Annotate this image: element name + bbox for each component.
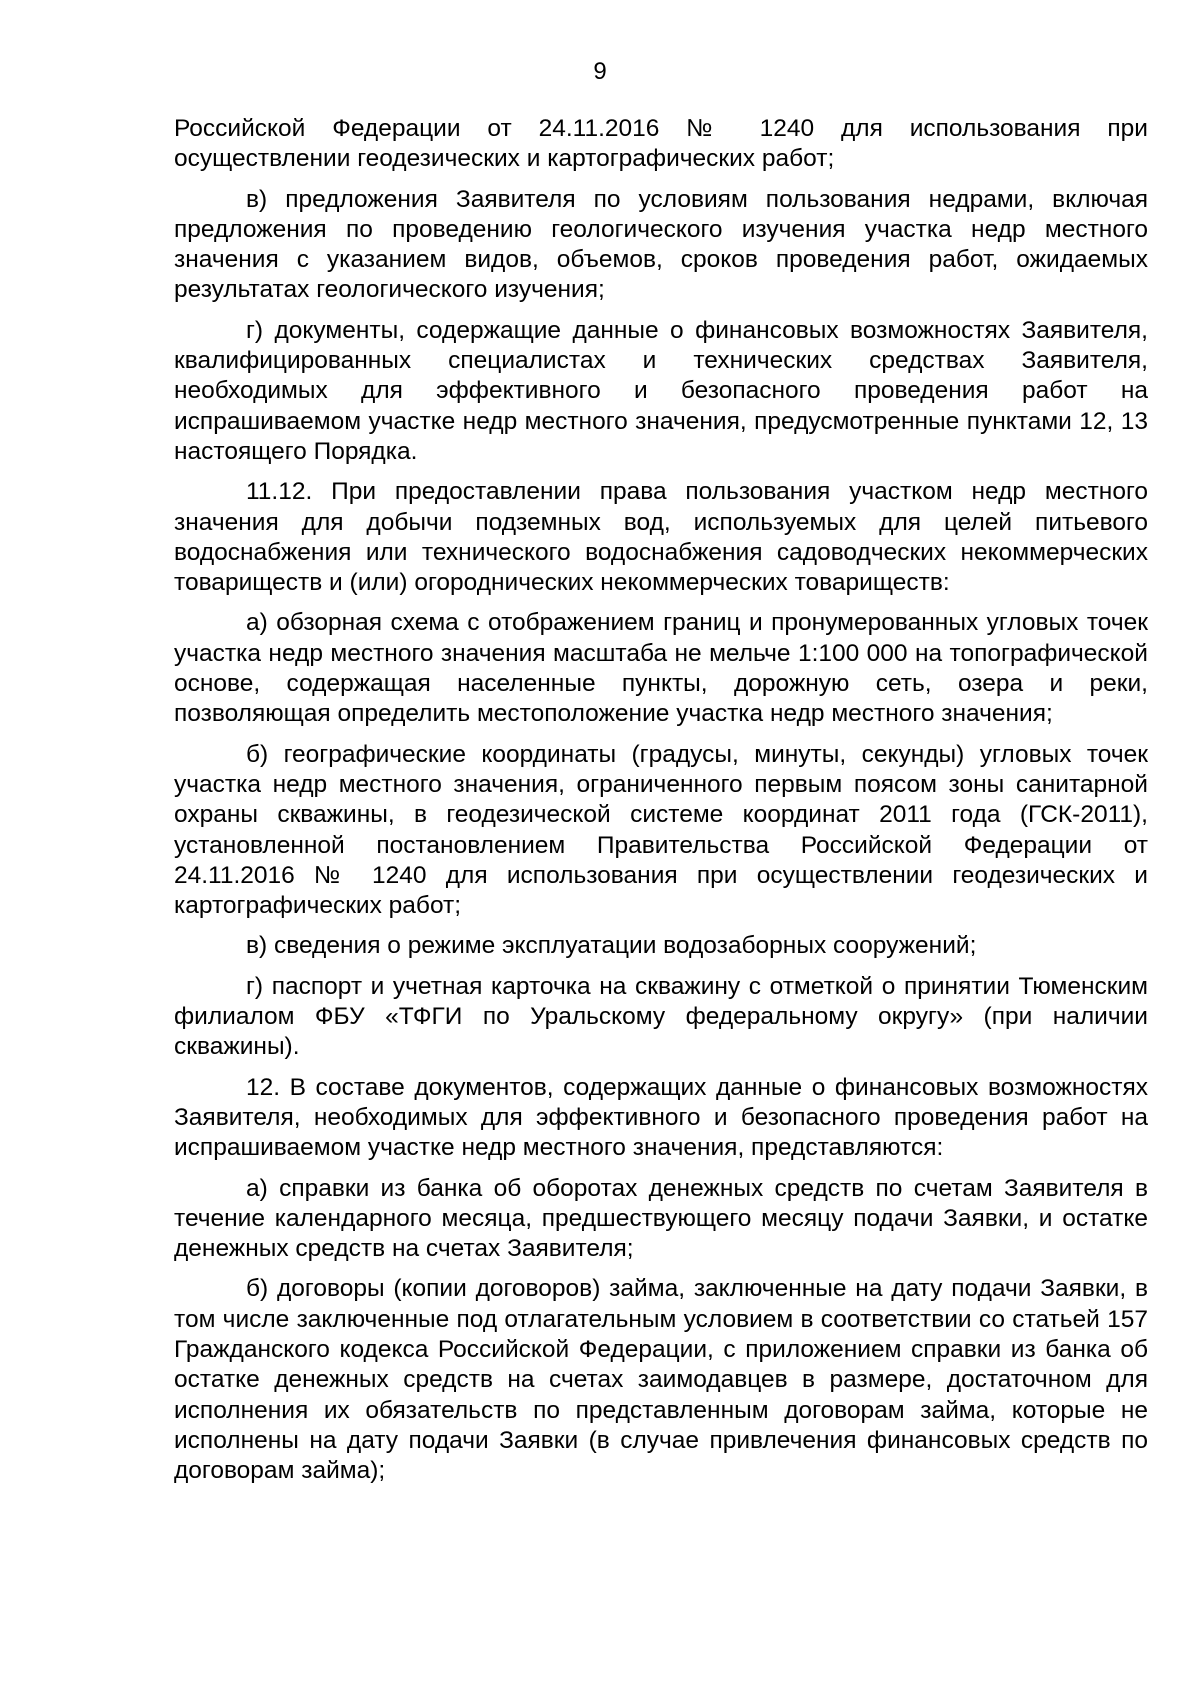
paragraph-item-a-scheme: а) обзорная схема с отображением границ и пронумерованных угловых точек участка недр местного значения масштаба не мельче 1:100 000 на топографической основе, содержащая населенные пункты, дорожную сеть, озера и реки, позволяющая определить местоположение участка недр местного значения;	[174, 609, 1148, 728]
paragraph-item-g-passport: г) паспорт и учетная карточка на скважину с отметкой о принятии Тюменским филиалом ФБУ «ТФГИ по Уральскому федеральному округу» (при наличии скважины).	[174, 972, 1148, 1061]
paragraph-item-b-coordinates: б) географические координаты (градусы, минуты, секунды) угловых точек участка недр местного значения, ограниченного первым поясом зоны санитарной охраны скважины, в геодезической системе координат 2011 года (ГСК-2011), установленной постановлением Правительства Российской Федерации от 24.11.2016 № 1240 для использования при осуществлении геодезических и картографических работ;	[174, 740, 1148, 920]
paragraph-section-11-12: 11.12. При предоставлении права пользования участком недр местного значения для добычи подземных вод, используемых для целей питьевого водоснабжения или технического водоснабжения садоводческих некоммерческих товариществ и (или) огороднических некоммерческих товариществ:	[174, 478, 1148, 597]
paragraph-item-v-regime: в) сведения о режиме эксплуатации водозаборных сооружений;	[246, 932, 977, 960]
paragraph-item-g-documents: г) документы, содержащие данные о финансовых возможностях Заявителя, квалифицированных специалистах и технических средствах Заявителя, необходимых для эффективного и безопасного проведения работ на испрашиваемом участке недр местного значения, предусмотренные пунктами 12, 13 настоящего Порядка.	[174, 316, 1148, 465]
page-number: 9	[593, 58, 607, 85]
paragraph-continuation: Российской Федерации от 24.11.2016 № 1240 для использования при осуществлении геодезических и картографических работ;	[174, 115, 1148, 173]
paragraph-item-v-proposals: в) предложения Заявителя по условиям пользования недрами, включая предложения по проведению геологического изучения участка недр местного значения с указанием видов, объемов, сроков проведения работ, ожидаемых результатах геологического изучения;	[174, 185, 1148, 304]
paragraph-item-b-loan-agreements: б) договоры (копии договоров) займа, заключенные на дату подачи Заявки, в том числе заключенные под отлагательным условием в соответствии со статьей 157 Гражданского кодекса Российской Федерации, с приложением справки из банка об остатке денежных средств на счетах заимодавцев в размере, достаточном для исполнения их обязательств по представленным договорам займа, которые не исполнены на дату подачи Заявки (в случае привлечения финансовых средств по договорам займа);	[174, 1275, 1148, 1485]
document-body	[174, 114, 1148, 1496]
paragraph-item-a-bank-statements: а) справки из банка об оборотах денежных средств по счетам Заявителя в течение календарного месяца, предшествующего месяцу подачи Заявки, и остатке денежных средств на счетах Заявителя;	[174, 1174, 1148, 1263]
paragraph-section-12: 12. В составе документов, содержащих данные о финансовых возможностях Заявителя, необходимых для эффективного и безопасного проведения работ на испрашиваемом участке недр местного значения, представляются:	[174, 1073, 1148, 1162]
